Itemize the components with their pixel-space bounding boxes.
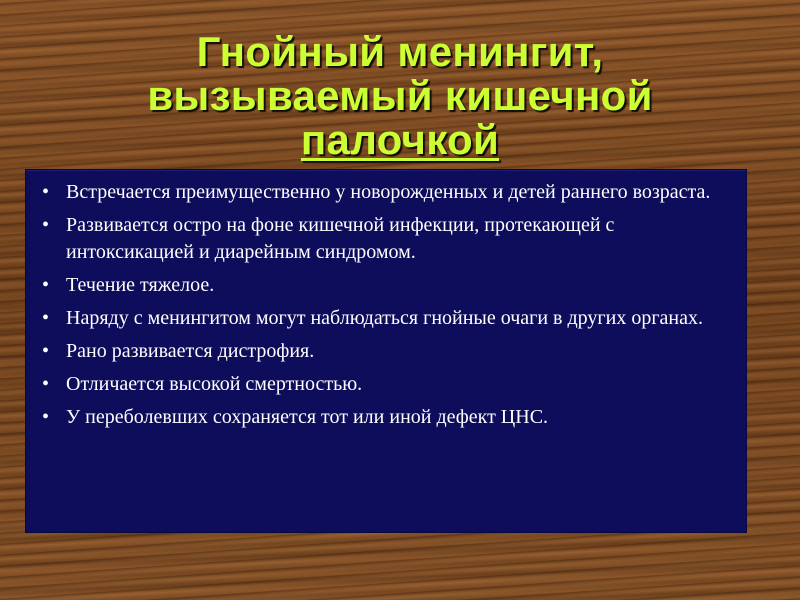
list-item [42, 338, 732, 365]
bullet-icon: • [42, 406, 50, 428]
bullet-icon: • [42, 181, 50, 203]
bullet-icon: • [42, 214, 50, 236]
list-item [42, 179, 732, 206]
bullet-icon: • [42, 307, 50, 329]
list-item [42, 404, 732, 431]
title-line-3: палочкой [300, 116, 500, 163]
list-item [42, 371, 732, 398]
bullet-text: Наряду с менингитом могут наблюдаться гнойные очаги в других органах. [66, 307, 703, 329]
bullet-icon: • [42, 340, 50, 362]
bullet-text: Рано развивается дистрофия. [66, 340, 315, 362]
title-line-1: Гнойный менингит, [196, 28, 604, 75]
bullet-icon: • [42, 373, 50, 395]
title-line-2: вызываемый кишечной [147, 72, 653, 119]
bullet-text: Отличается высокой смертностью. [66, 373, 363, 395]
bullet-list [42, 179, 732, 431]
bullet-text: Развивается остро на фоне кишечной инфекции, протекающей с интоксикацией и диарейным синдромом. [66, 214, 615, 263]
bullet-text: Встречается преимущественно у новорожденных и детей раннего возраста. [66, 181, 711, 203]
list-item [42, 305, 732, 332]
list-item [42, 272, 732, 299]
slide-title [0, 30, 800, 162]
bullet-text: Течение тяжелое. [66, 274, 215, 296]
content-panel [26, 170, 746, 532]
bullet-text: У переболевших сохраняется тот или иной дефект ЦНС. [66, 406, 549, 428]
list-item [42, 212, 732, 266]
bullet-icon: • [42, 274, 50, 296]
